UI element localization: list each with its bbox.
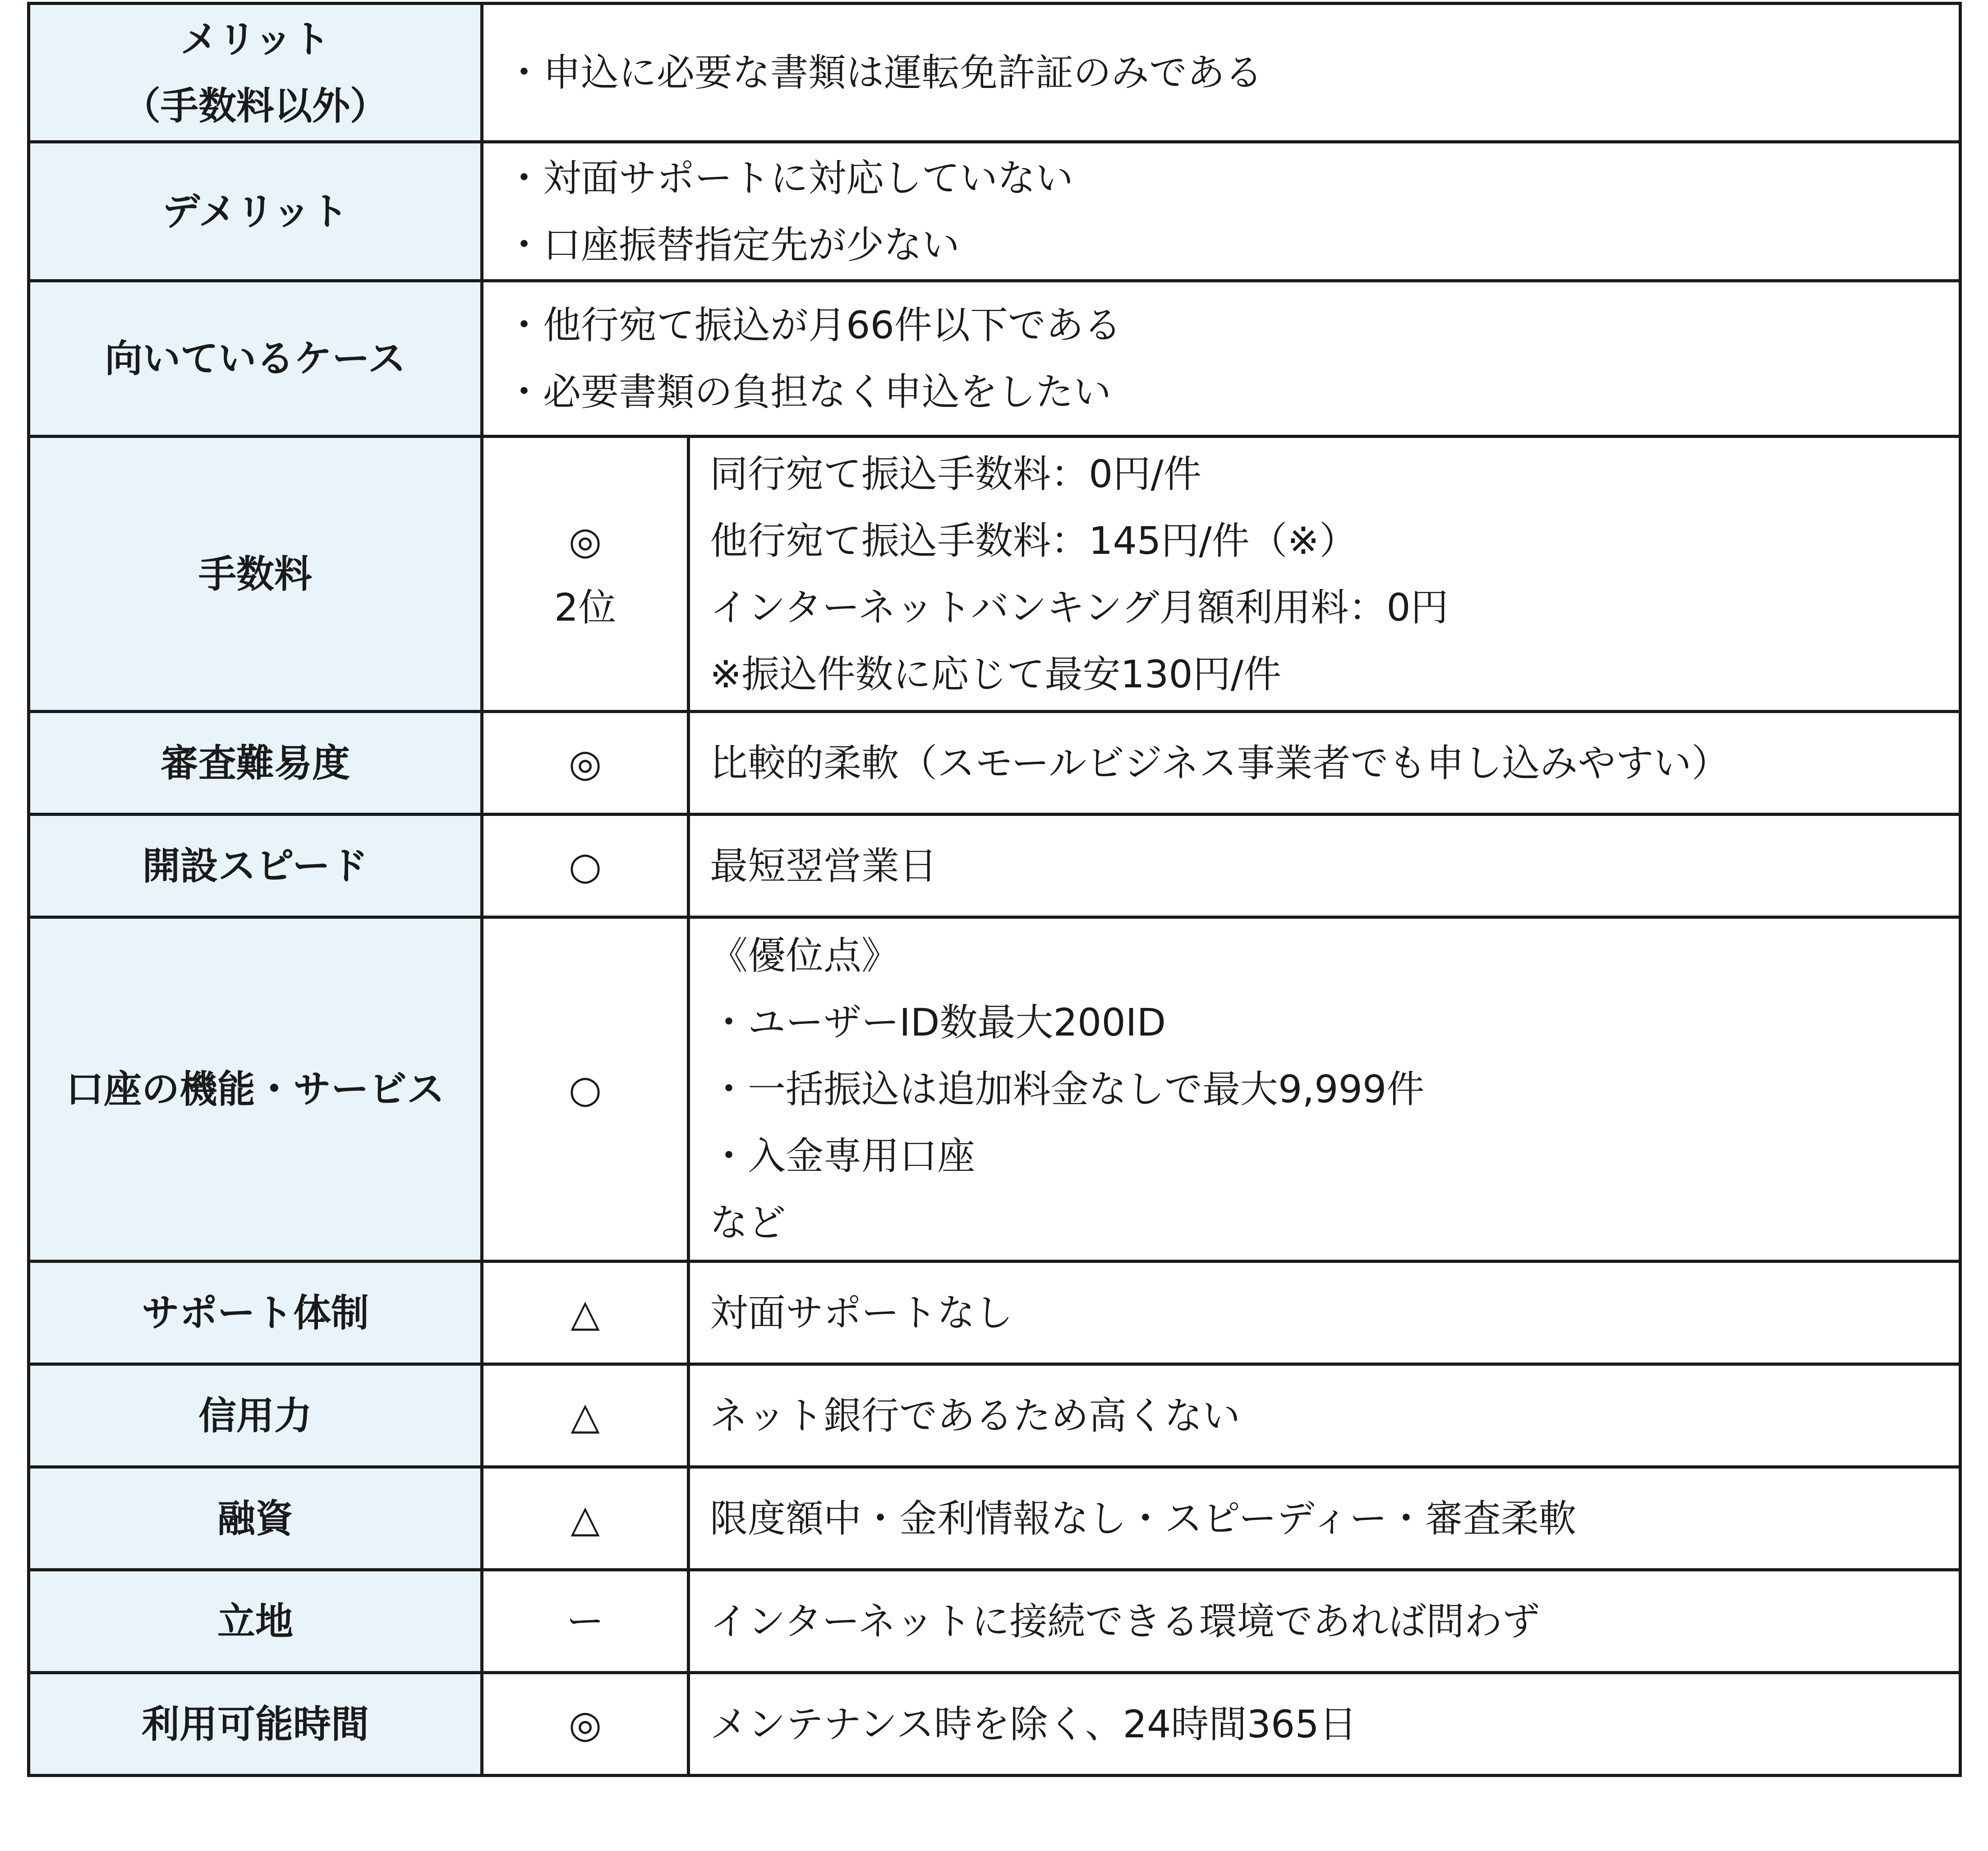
row-content [689,437,1960,712]
row-content [689,1262,1960,1364]
row-content [482,4,1960,142]
row-location [29,1570,1960,1673]
row-content [689,1467,1960,1570]
content-line: ・対面サポートに対応していない [505,156,1074,200]
content-line: 《優位点》 [710,934,900,978]
content-line: ・申込に必要な書類は運転免許証のみである [505,51,1263,95]
row-header-line: （手数料以外） [122,84,388,128]
row-header-line: 開設スピード [142,843,368,888]
content-line: ・他行宛て振込が月66件以下である [505,303,1122,347]
row-support [29,1262,1960,1364]
content-line: ・入金専用口座 [710,1134,976,1178]
rank-label: 2位 [554,585,617,630]
row-demerit [29,142,1960,281]
row-header-line: 口座の機能・サービス [65,1067,445,1111]
rating-mark: ○ [568,843,602,888]
row-hours [29,1673,1960,1776]
row-header [29,1570,482,1673]
rating-cell [482,437,689,712]
content-line: 最短翌営業日 [710,843,938,888]
row-header [29,4,482,142]
row-content [689,1570,1960,1673]
row-header [29,1467,482,1570]
row-header [29,1673,482,1776]
content-line: ・ユーザーID数最大200ID [710,1000,1166,1045]
rating-mark: ◎ [568,741,602,785]
row-header [29,815,482,917]
rating-cell [482,917,689,1262]
rating-mark: △ [571,1393,600,1438]
content-line: インターネットに接続できる環境であれば問わず [710,1599,1540,1644]
rating-cell [482,1364,689,1467]
content-line: 他行宛て振込手数料：145円/件（※） [710,518,1358,563]
rating-mark: △ [571,1290,600,1335]
content-line: 対面サポートなし [710,1290,1013,1335]
rating-mark: ◎ [568,1702,602,1746]
row-header-line: 手数料 [198,552,312,596]
row-header [29,142,482,281]
row-header-line: メリット [180,17,331,61]
row-content [689,815,1960,917]
row-merit [29,4,1960,142]
content-line: ※振込件数に応じて最安130円/件 [710,652,1282,696]
rating-cell [482,1570,689,1673]
row-header-line: 信用力 [198,1393,312,1438]
row-header-line: 立地 [217,1599,293,1644]
row-header [29,712,482,815]
rating-cell [482,1467,689,1570]
row-loan [29,1467,1960,1570]
content-line: 比較的柔軟（スモールビジネス事業者でも申し込みやすい） [710,741,1730,785]
content-line: など [710,1201,786,1245]
content-line: 同行宛て振込手数料：0円/件 [710,451,1201,496]
row-header-line: デメリット [162,189,349,234]
row-header-line: 向いているケース [105,336,406,381]
row-header [29,1262,482,1364]
row-header [29,1364,482,1467]
content-line: 限度額中・金利情報なし・スピーディー・審査柔軟 [710,1496,1577,1541]
content-line: ・口座振替指定先が少ない [505,222,960,267]
row-content [482,142,1960,281]
row-suitable [29,281,1960,437]
content-line: ・必要書類の負担なく申込をしたい [505,370,1112,414]
row-header-line: 利用可能時間 [141,1702,369,1746]
row-header-line: 審査難易度 [160,741,350,785]
row-content [689,1364,1960,1467]
rating-cell [482,712,689,815]
row-header-line: 融資 [217,1496,293,1541]
content-line: ・一括振込は追加料金なしで最大9,999件 [710,1067,1425,1111]
row-content [689,712,1960,815]
row-fee [29,437,1960,712]
content-line: メンテナンス時を除く、24時間365日 [710,1702,1357,1746]
rating-cell [482,1262,689,1364]
row-content [689,917,1960,1262]
rating-mark: ー [566,1599,604,1644]
rating-mark: ○ [568,1067,602,1111]
row-header-line: サポート体制 [141,1290,369,1335]
row-content [689,1673,1960,1776]
row-credibility [29,1364,1960,1467]
rating-mark: △ [571,1496,600,1541]
row-header [29,917,482,1262]
content-line: インターネットバンキング月額利用料：0円 [710,585,1449,630]
row-header [29,437,482,712]
row-screening [29,712,1960,815]
rating-cell [482,1673,689,1776]
rating-mark: ◎ [568,518,602,563]
row-speed [29,815,1960,917]
row-features [29,917,1960,1262]
rating-cell [482,815,689,917]
row-header [29,281,482,437]
content-line: ネット銀行であるため高くない [710,1393,1241,1438]
row-content [482,281,1960,437]
comparison-table [27,2,1962,1777]
